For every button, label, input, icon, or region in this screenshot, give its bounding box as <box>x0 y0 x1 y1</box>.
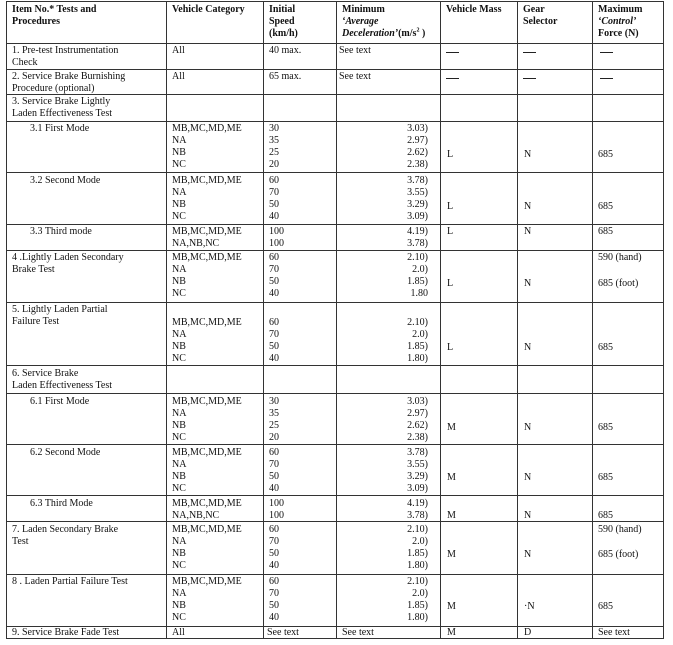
header-speed: Initial Speed (km/h) <box>269 4 298 39</box>
row-deceleration: 3.78) 3.55) 3.29) 3.09) <box>407 447 428 494</box>
row-speed: 60 70 50 40 <box>269 524 279 571</box>
row-force-hand: 590 (hand) <box>598 524 642 535</box>
row-mass: L <box>447 149 454 160</box>
section-heading: 6. Service Brake Laden Effectiveness Test <box>12 368 113 391</box>
row-item: 1. Pre-test Instrumentation Check <box>12 45 119 68</box>
row-force: 685 <box>598 342 613 353</box>
grid-line <box>6 302 664 303</box>
row-speed: 60 70 50 40 <box>269 447 279 494</box>
row-category: MB,MC,MD,ME NA NB NC <box>172 524 242 571</box>
row-item: 5. Lightly Laden Partial Failure Test <box>12 304 108 327</box>
row-deceleration: 2.10) 2.0) 1.85) 1.80) <box>407 317 428 364</box>
row-speed: 30 35 25 20 <box>269 123 279 170</box>
grid-line <box>6 172 664 173</box>
row-category: MB,MC,MD,ME NA NB NC <box>172 252 242 299</box>
row-mass: L <box>447 342 454 353</box>
row-category: MB,MC,MD,ME NA NB NC <box>172 123 242 170</box>
row-gear: N <box>524 472 532 483</box>
row-item: 3.3 Third mode <box>30 226 92 237</box>
header-category: Vehicle Category <box>172 4 245 15</box>
row-force: See text <box>598 627 630 638</box>
row-force: 685 <box>598 149 613 160</box>
grid-line <box>440 1 441 639</box>
row-mass: M <box>447 472 456 483</box>
grid-line <box>6 69 664 70</box>
header-force: Maximum ‘Control’ Force (N) <box>598 4 643 39</box>
row-speed: 65 max. <box>269 71 302 82</box>
row-force: 685 <box>598 472 613 483</box>
row-gear-dash <box>523 71 536 83</box>
grid-line <box>663 1 664 639</box>
grid-line <box>6 43 664 44</box>
row-speed: 40 max. <box>269 45 302 56</box>
header-item: Item No.* Tests and Procedures <box>12 4 97 27</box>
row-category: MB,MC,MD,ME NA,NB,NC <box>172 226 242 249</box>
row-mass: M <box>447 627 456 638</box>
row-speed: 60 70 50 40 <box>269 576 279 623</box>
row-gear: N <box>524 342 532 353</box>
row-mass: L <box>447 278 454 289</box>
row-force: 685 <box>598 510 613 521</box>
row-force-foot: 685 (foot) <box>598 278 639 289</box>
row-deceleration: See text <box>339 71 371 82</box>
grid-line <box>6 495 664 496</box>
row-mass: M <box>447 422 456 433</box>
header-mass: Vehicle Mass <box>446 4 502 15</box>
row-force-foot: 685 (foot) <box>598 549 639 560</box>
row-deceleration: 4.19) 3.78) <box>407 226 428 249</box>
row-gear: ·N <box>524 601 535 612</box>
row-deceleration: 3.03) 2.97) 2.62) 2.38) <box>407 123 428 170</box>
header-gear: Gear Selector <box>523 4 558 27</box>
grid-line <box>592 1 593 639</box>
header-deceleration: Minimum ‘Average $Deceleration’(m/s^2$ ) <box>342 4 426 39</box>
row-force-dash <box>600 71 613 83</box>
row-speed: 60 70 50 40 <box>269 175 279 222</box>
row-mass-dash <box>446 45 459 57</box>
row-category: MB,MC,MD,ME NA NB NC <box>172 175 242 222</box>
row-item: 6.1 First Mode <box>30 396 90 407</box>
grid-line <box>263 1 264 639</box>
row-force: 685 <box>598 601 613 612</box>
row-speed: 60 70 50 40 <box>269 317 279 364</box>
row-category: MB,MC,MD,ME NA,NB,NC <box>172 498 242 521</box>
row-deceleration: See text <box>342 627 374 638</box>
row-mass: M <box>447 510 456 521</box>
row-force: 685 <box>598 422 613 433</box>
row-mass: L <box>447 201 454 212</box>
row-gear: D <box>524 627 532 638</box>
row-item: 6.2 Second Mode <box>30 447 101 458</box>
row-item: 8 . Laden Partial Failure Test <box>12 576 128 587</box>
grid-line <box>6 393 664 394</box>
row-mass: M <box>447 549 456 560</box>
grid-line <box>166 1 167 639</box>
row-speed: 60 70 50 40 <box>269 252 279 299</box>
row-category: MB,MC,MD,ME NA NB NC <box>172 317 242 364</box>
row-mass: M <box>447 601 456 612</box>
row-gear: N <box>524 149 532 160</box>
row-mass: L <box>447 226 454 237</box>
row-force-dash <box>600 45 613 57</box>
grid-line <box>6 521 664 522</box>
row-speed: 100 100 <box>269 498 284 521</box>
row-gear: N <box>524 201 532 212</box>
row-gear: N <box>524 422 532 433</box>
row-item: 2. Service Brake Burnishing Procedure (optional) <box>12 71 126 94</box>
test-procedures-table <box>6 1 664 639</box>
row-deceleration: See text <box>339 45 371 56</box>
row-speed: 100 100 <box>269 226 284 249</box>
row-category: All <box>172 45 185 56</box>
row-gear: N <box>524 278 532 289</box>
row-category: All <box>172 71 185 82</box>
grid-line <box>336 1 337 639</box>
grid-line <box>6 1 7 639</box>
row-deceleration: 3.78) 3.55) 3.29) 3.09) <box>407 175 428 222</box>
row-item: 9. Service Brake Fade Test <box>12 627 120 638</box>
grid-line <box>6 574 664 575</box>
row-force: 685 <box>598 226 613 237</box>
row-category: MB,MC,MD,ME NA NB NC <box>172 447 242 494</box>
row-category: MB,MC,MD,ME NA NB NC <box>172 396 242 443</box>
row-category: All <box>172 627 185 638</box>
row-category: MB,MC,MD,ME NA NB NC <box>172 576 242 623</box>
row-gear-dash <box>523 45 536 57</box>
grid-line <box>6 250 664 251</box>
row-item: 4 .Lightly Laden Secondary Brake Test <box>12 252 124 275</box>
row-gear: N <box>524 549 532 560</box>
grid-line <box>6 121 664 122</box>
row-force: 685 <box>598 201 613 212</box>
row-item: 7. Laden Secondary Brake Test <box>12 524 119 547</box>
row-item: 6.3 Third Mode <box>30 498 93 509</box>
row-gear: N <box>524 226 532 237</box>
row-deceleration: 3.03) 2.97) 2.62) 2.38) <box>407 396 428 443</box>
row-force-hand: 590 (hand) <box>598 252 642 263</box>
grid-line <box>6 224 664 225</box>
row-deceleration: 2.10) 2.0) 1.85) 1.80) <box>407 576 428 623</box>
row-item: 3.1 First Mode <box>30 123 90 134</box>
row-speed: 30 35 25 20 <box>269 396 279 443</box>
row-speed: See text <box>267 627 299 638</box>
row-gear: N <box>524 510 532 521</box>
grid-line <box>6 1 664 2</box>
row-deceleration: 4.19) 3.78) <box>407 498 428 521</box>
row-mass-dash <box>446 71 459 83</box>
section-heading: 3. Service Brake Lightly Laden Effectiveness Test <box>12 96 113 119</box>
row-deceleration: 2.10) 2.0) 1.85) 1.80) <box>407 524 428 571</box>
grid-line <box>517 1 518 639</box>
row-deceleration: 2.10) 2.0) 1.85) 1.80 <box>407 252 428 299</box>
row-item: 3.2 Second Mode <box>30 175 101 186</box>
grid-line <box>6 444 664 445</box>
grid-line <box>6 365 664 366</box>
